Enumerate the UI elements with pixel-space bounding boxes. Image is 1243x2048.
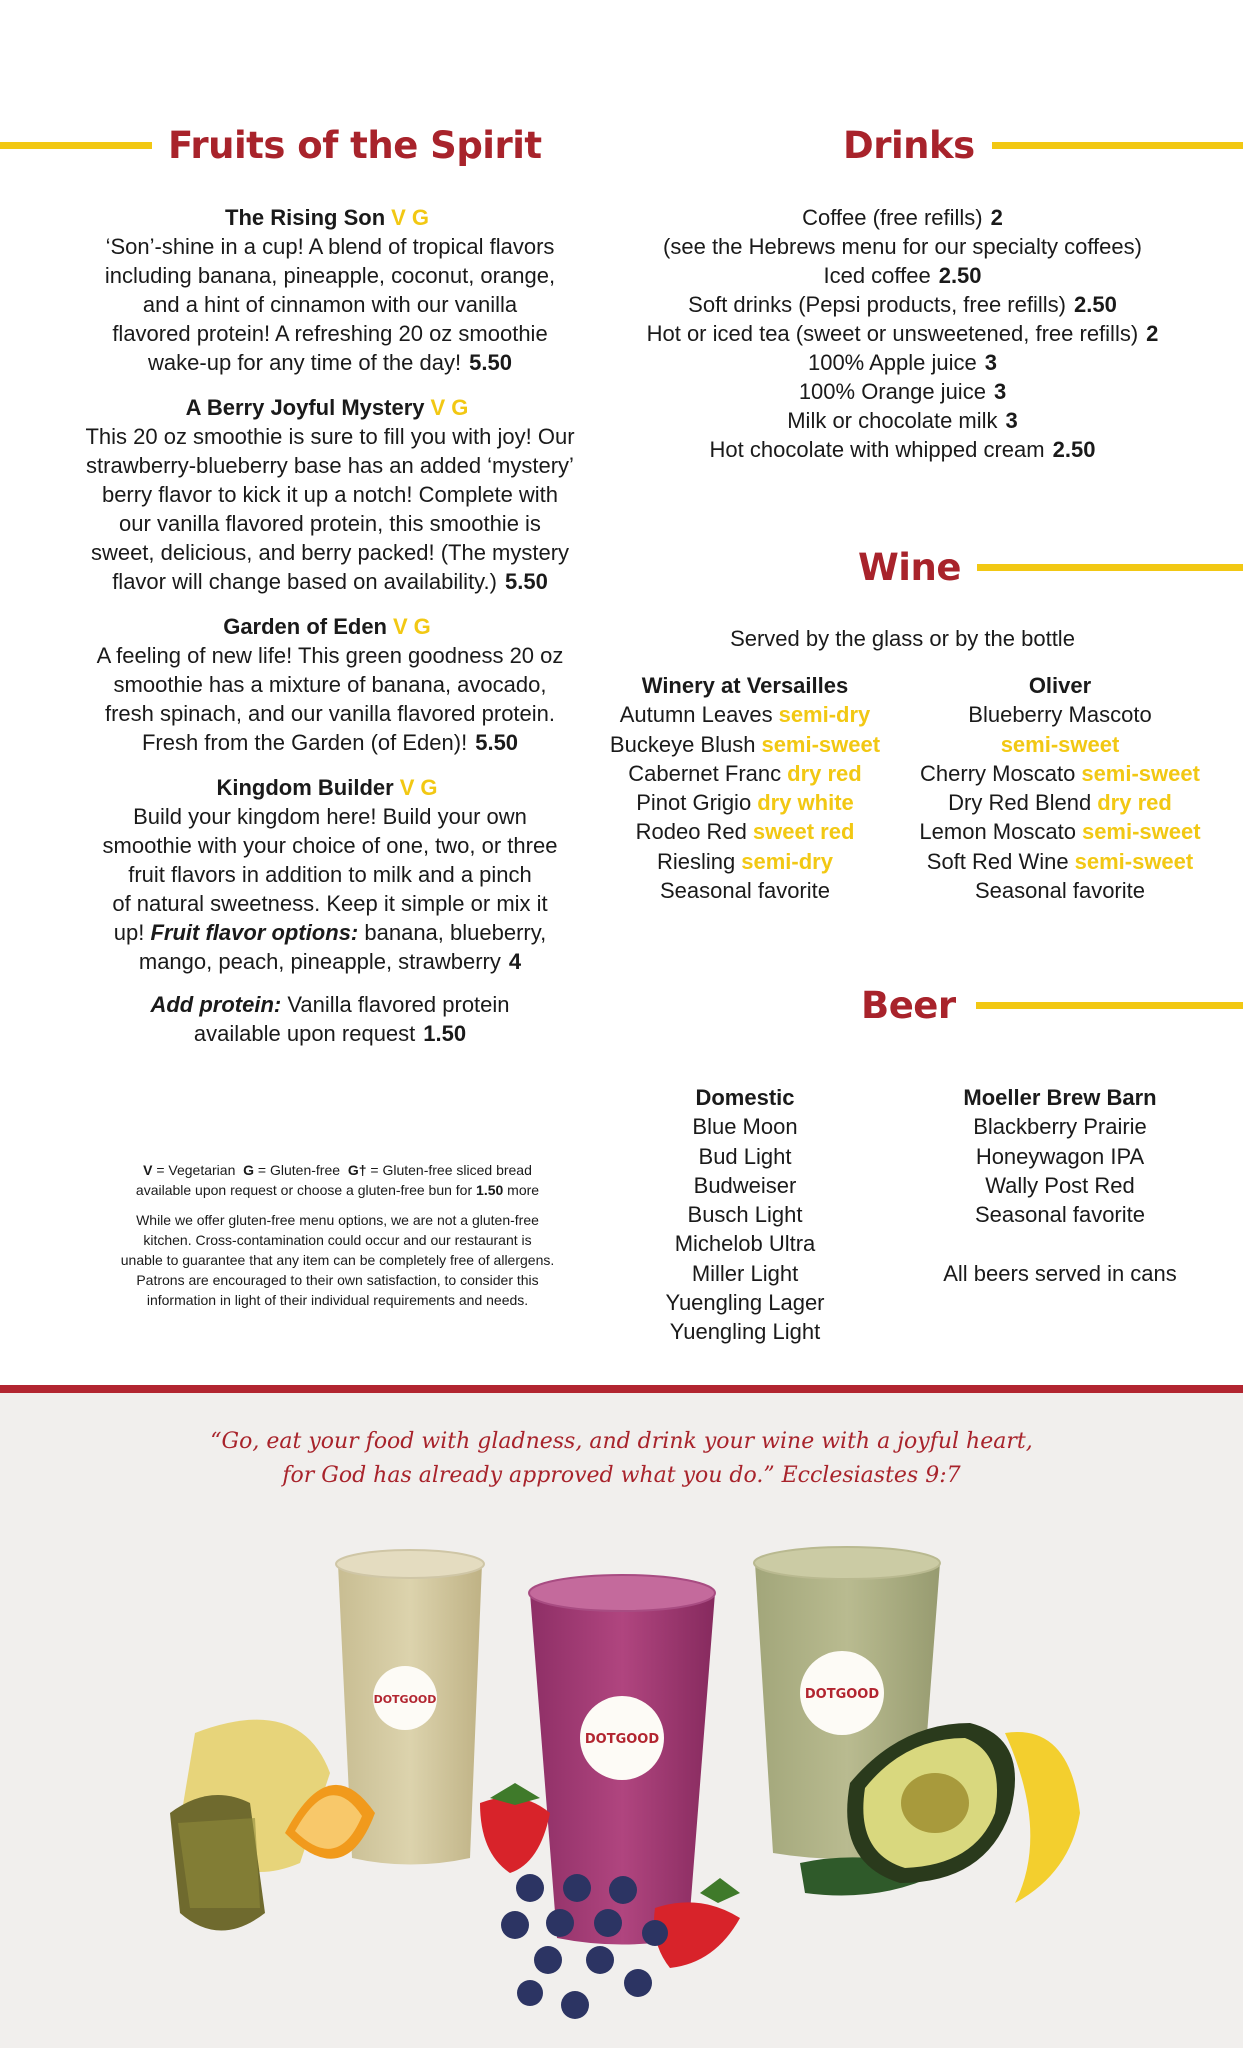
item-desc-line: berry flavor to kick it up a notch! Complete with <box>101 482 559 507</box>
winery-heading: Oliver <box>1028 673 1092 698</box>
item-desc-line: and a hint of cinnamon with our vanilla <box>142 292 518 317</box>
item-desc-line: up! Fruit flavor options: banana, blueberry, <box>113 920 547 945</box>
beer-col-moeller <box>900 1083 1220 1288</box>
photo-area <box>0 1393 1243 2048</box>
item-desc-line: our vanilla flavored protein, this smoothie is <box>119 511 541 536</box>
drink-item: Coffee (free refills) 2 <box>802 205 1003 230</box>
disclaimer-line: unable to guarantee that any item can be completely free of allergens. <box>120 1252 555 1268</box>
fruits-column <box>60 203 600 1064</box>
item-desc-line: of natural sweetness. Keep it simple or mix it <box>112 891 548 916</box>
diet-flags: VG <box>399 775 444 800</box>
section-divider <box>0 1385 1243 1393</box>
item-desc-line: mango, peach, pineapple, strawberry 4 <box>138 949 522 974</box>
wine-item: Cabernet Franc dry red <box>628 760 862 786</box>
beer-item: Wally Post Red <box>985 1172 1135 1198</box>
quote-line: “Go, eat your food with gladness, and drink your wine with a joyful heart, <box>210 1429 1033 1454</box>
wine-heading: Wine <box>858 546 961 589</box>
drinks-heading: Drinks <box>843 124 975 167</box>
item-name: The Rising Son <box>225 205 386 230</box>
item-price: 5.50 <box>475 730 519 755</box>
drink-item: Hot or iced tea (sweet or unsweetened, free refills) 2 <box>646 321 1159 346</box>
drink-item: Milk or chocolate milk 3 <box>787 408 1018 433</box>
disclaimer-line: Patrons are encouraged to their own satisfaction, to consider this <box>136 1272 539 1288</box>
wine-subtitle: Served by the glass or by the bottle <box>730 626 1075 651</box>
item-desc-line: sweet, delicious, and berry packed! (The mystery <box>90 540 570 565</box>
item-title-line <box>60 393 600 422</box>
menu-item-rising-son <box>60 203 600 377</box>
wine-item: Dry Red Blend dry red <box>948 790 1172 816</box>
wine-item: Seasonal favorite <box>975 878 1145 904</box>
item-price: 5.50 <box>504 569 548 594</box>
beer-note: All beers served in cans <box>943 1260 1177 1286</box>
item-title-line <box>60 203 600 232</box>
add-protein-price: 1.50 <box>423 1021 467 1046</box>
wine-item: Rodeo Red sweet red <box>635 819 855 845</box>
quote-line: for God has already approved what you do.” Ecclesiastes 9:7 <box>282 1463 961 1488</box>
scripture-quote <box>0 1425 1243 1493</box>
item-desc-line: Fresh from the Garden (of Eden)! 5.50 <box>141 730 519 755</box>
wine-heading-row <box>858 546 1243 589</box>
legend-line: V = Vegetarian G = Gluten-free G† = Gluten-free sliced bread <box>143 1162 532 1178</box>
fruits-heading-row <box>0 124 542 167</box>
menu-item-garden-of-eden <box>60 612 600 757</box>
drink-item: 100% Orange juice 3 <box>798 379 1007 404</box>
add-protein-line: Add protein: Vanilla flavored protein <box>150 992 510 1017</box>
wine-item-tag: semi-sweet <box>1000 731 1120 757</box>
beer-item: Yuengling Light <box>669 1319 821 1345</box>
beer-item: Seasonal favorite <box>975 1202 1145 1228</box>
beer-item: Honeywagon IPA <box>975 1143 1145 1169</box>
add-protein-line: available upon request 1.50 <box>193 1021 467 1046</box>
item-name: Garden of Eden <box>223 614 387 639</box>
item-desc-line: fruit flavors in addition to milk and a pinch <box>128 862 532 887</box>
item-desc-line: ‘Son’-shine in a cup! A blend of tropical flavors <box>105 234 555 259</box>
winery-heading: Winery at Versailles <box>641 673 849 698</box>
item-desc-line: strawberry-blueberry base has an added ‘mystery’ <box>86 453 574 478</box>
beer-item: Miller Light <box>691 1260 799 1286</box>
drink-item: Soft drinks (Pepsi products, free refills) 2.50 <box>688 292 1117 317</box>
cup-logo: DOTGOOD <box>584 1732 660 1747</box>
disclaimer-line: information in light of their individual requirements and needs. <box>146 1292 529 1308</box>
item-desc-line: flavor will change based on availability.) 5.50 <box>112 569 548 594</box>
drink-item: 100% Apple juice 3 <box>807 350 998 375</box>
item-desc-line: smoothie with your choice of one, two, or three <box>102 833 558 858</box>
allergen-disclaimer <box>95 1210 580 1310</box>
diet-flags: VG <box>391 205 435 230</box>
wine-col-oliver <box>900 671 1220 905</box>
beer-col-heading: Domestic <box>695 1085 795 1110</box>
strawberry-icon <box>480 1783 550 1873</box>
wine-item: Lemon Moscato semi-sweet <box>919 819 1201 845</box>
disclaimer-line: While we offer gluten-free menu options, we are not a gluten-free <box>136 1212 539 1228</box>
diet-legend <box>95 1160 580 1200</box>
item-title-line <box>60 773 600 802</box>
beer-col-domestic <box>585 1083 905 1347</box>
item-desc-line: smoothie has a mixture of banana, avocado, <box>113 672 547 697</box>
wine-item: Blueberry Mascoto <box>968 702 1152 728</box>
disclaimer-line: kitchen. Cross-contamination could occur and our restaurant is <box>143 1232 532 1248</box>
beer-item: Blackberry Prairie <box>973 1114 1147 1140</box>
wine-item: Buckeye Blush semi-sweet <box>609 731 881 757</box>
item-price: 5.50 <box>469 350 512 375</box>
item-name: A Berry Joyful Mystery <box>185 395 425 420</box>
item-title-line <box>60 612 600 641</box>
add-protein <box>60 990 600 1048</box>
drinks-heading-row <box>843 124 1243 167</box>
item-desc-line: A feeling of new life! This green goodness 20 oz <box>96 643 564 668</box>
item-desc-line: flavored protein! A refreshing 20 oz smoothie <box>112 321 548 346</box>
wine-item: Cherry Moscato semi-sweet <box>920 760 1200 786</box>
wine-item: Pinot Grigio dry white <box>636 790 854 816</box>
item-price: 4 <box>508 949 522 974</box>
drink-item: (see the Hebrews menu for our specialty coffees) <box>663 234 1142 259</box>
item-desc-line: This 20 oz smoothie is sure to fill you with joy! Our <box>85 424 575 449</box>
beer-item: Yuengling Lager <box>665 1290 825 1316</box>
menu-item-berry-joyful-mystery <box>60 393 600 596</box>
diet-flags: VG <box>430 395 475 420</box>
heading-accent-bar <box>976 1002 1243 1009</box>
fruit-options-label: Fruit flavor options: <box>150 920 359 945</box>
heading-accent-bar <box>0 142 152 149</box>
heading-accent-bar <box>977 564 1243 571</box>
fruits-heading: Fruits of the Spirit <box>168 124 542 167</box>
banana-icon <box>1005 1732 1080 1903</box>
wine-item: Autumn Leaves semi-dry <box>619 702 871 728</box>
beer-item <box>900 1229 1220 1258</box>
item-desc-line: including banana, pineapple, coconut, orange, <box>104 263 556 288</box>
drink-item: Hot chocolate with whipped cream 2.50 <box>709 437 1096 462</box>
beer-col-heading: Moeller Brew Barn <box>963 1085 1157 1110</box>
wine-item: Soft Red Wine semi-sweet <box>926 848 1194 874</box>
wine-item: Riesling semi-dry <box>657 848 833 874</box>
beer-item: Budweiser <box>693 1172 797 1198</box>
beer-item: Blue Moon <box>692 1114 798 1140</box>
drinks-list <box>610 203 1195 464</box>
beer-item: Michelob Ultra <box>674 1231 816 1257</box>
drink-item: Iced coffee 2.50 <box>823 263 982 288</box>
cup-logo: DOTGOOD <box>804 1687 880 1702</box>
item-desc-line: Build your kingdom here! Build your own <box>133 804 527 829</box>
item-desc-line: fresh spinach, and our vanilla flavored protein. <box>104 701 556 726</box>
wine-col-versailles <box>585 671 905 905</box>
beer-item: Bud Light <box>698 1143 792 1169</box>
wine-item: Seasonal favorite <box>660 878 830 904</box>
legend-line: available upon request or choose a gluten-free bun for 1.50 more <box>135 1182 540 1198</box>
menu-item-kingdom-builder <box>60 773 600 976</box>
item-name: Kingdom Builder <box>216 775 394 800</box>
diet-flags: VG <box>393 614 437 639</box>
cup-logo: DOTGOOD <box>373 1693 437 1706</box>
beer-heading: Beer <box>861 984 956 1027</box>
add-protein-label: Add protein: <box>150 992 282 1017</box>
heading-accent-bar <box>992 142 1243 149</box>
beer-heading-row <box>861 984 1243 1027</box>
item-desc-line: wake-up for any time of the day! 5.50 <box>148 350 512 375</box>
beer-item: Busch Light <box>687 1202 803 1228</box>
